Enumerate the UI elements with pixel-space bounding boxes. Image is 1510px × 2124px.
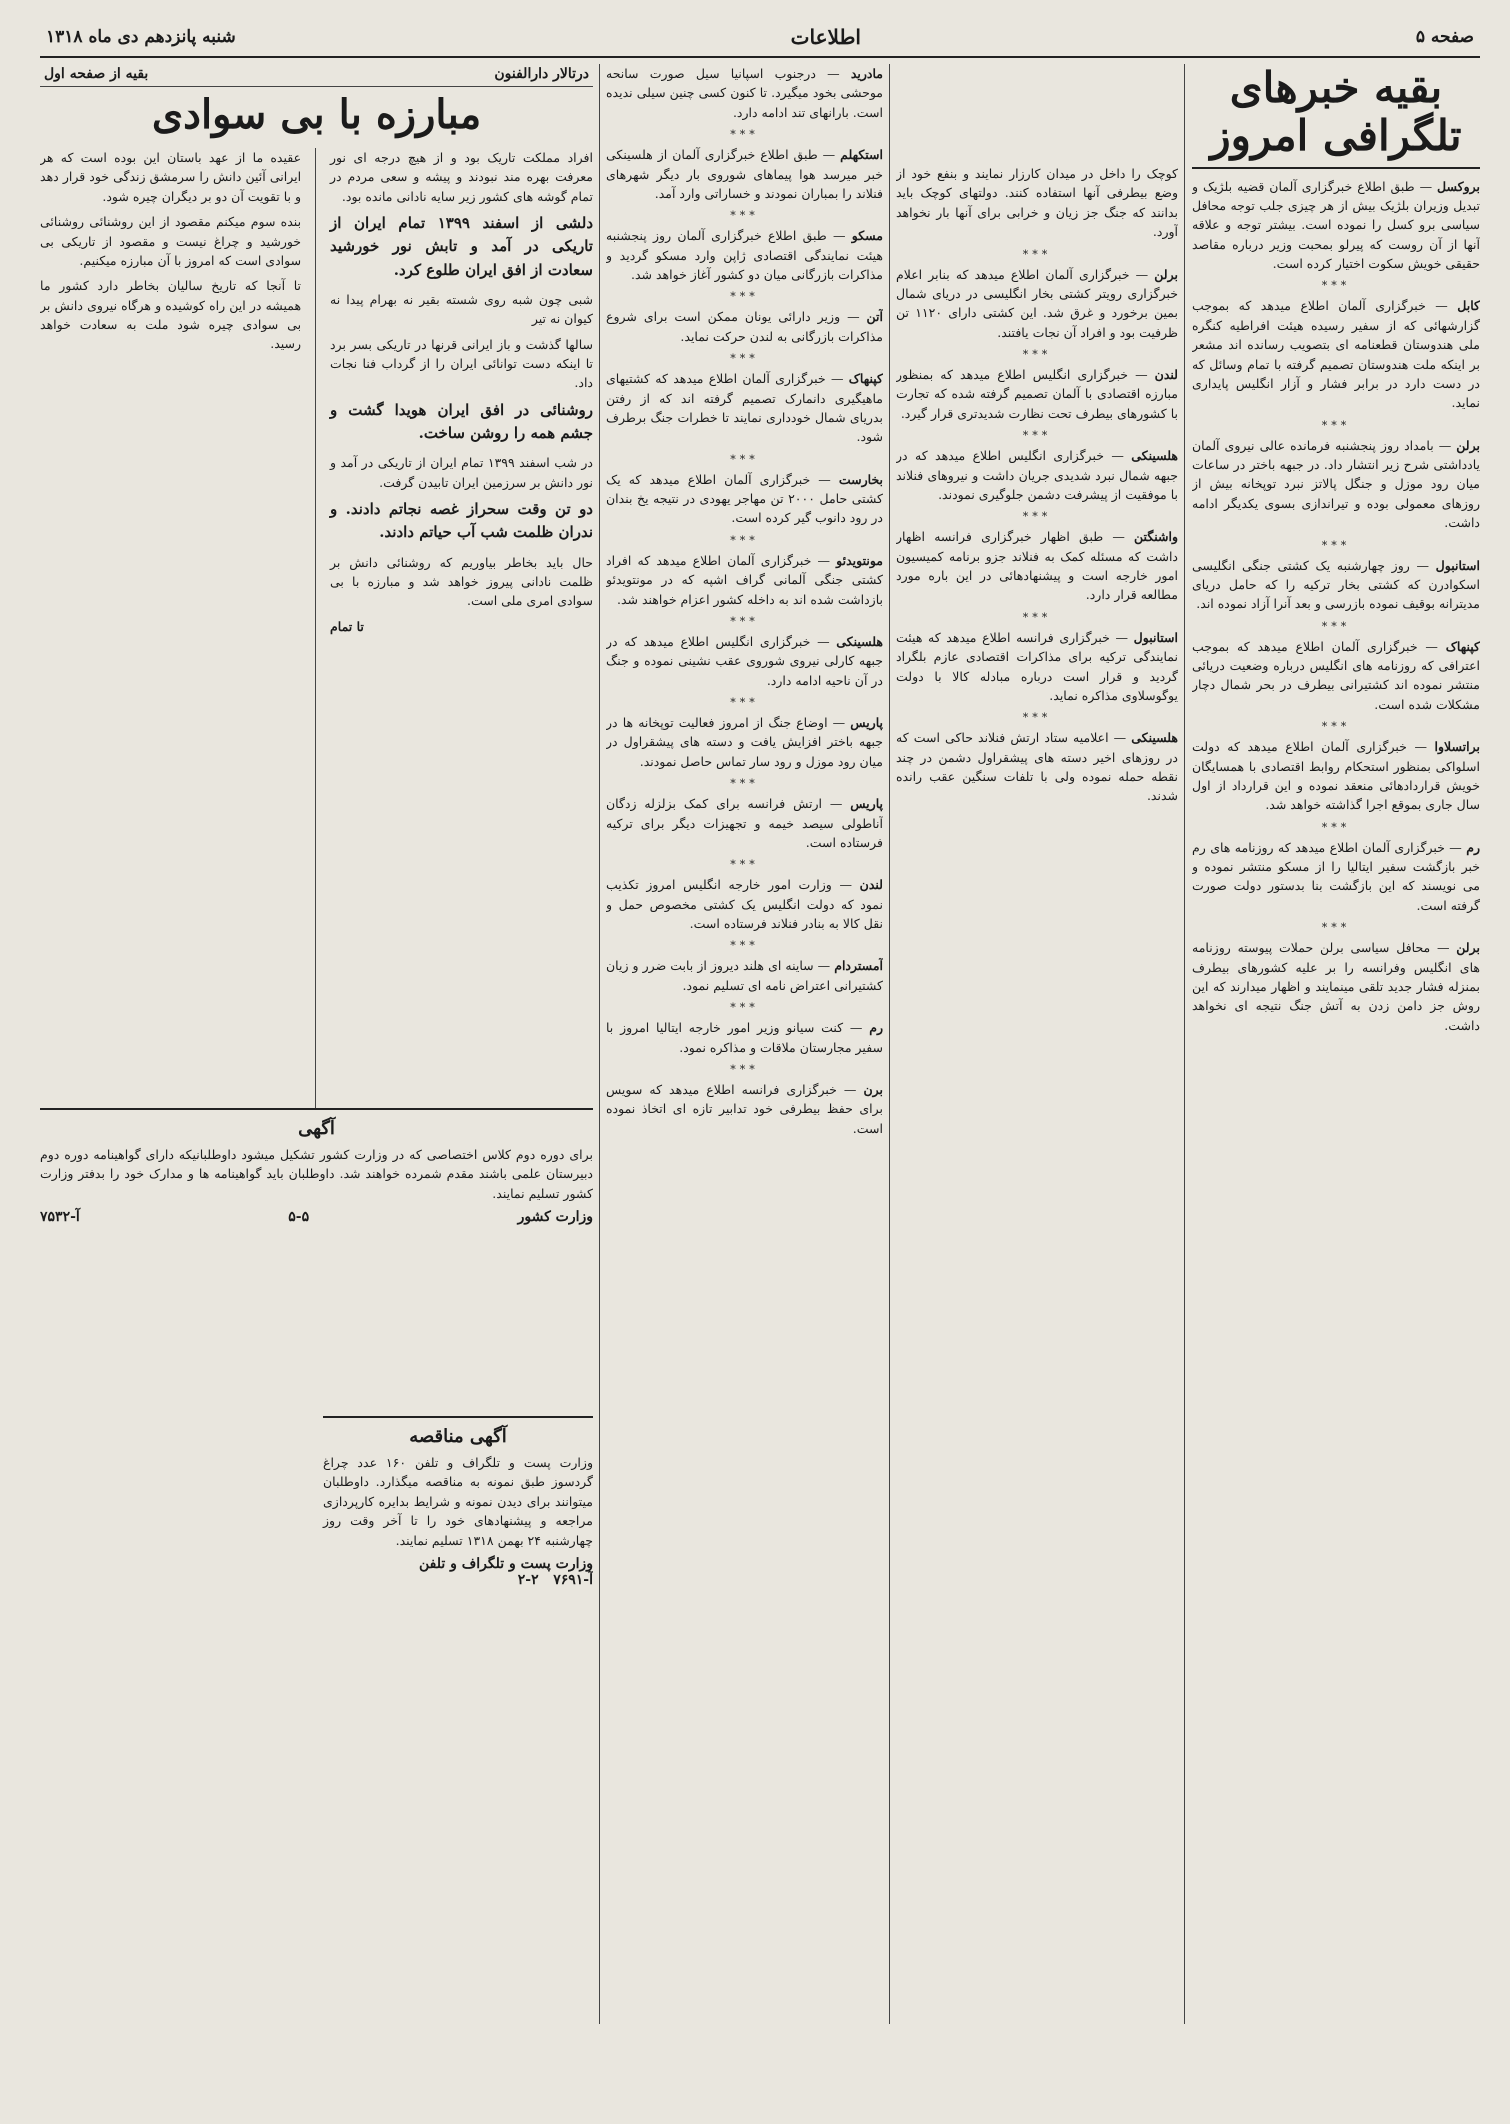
tender-ref: آ-۷۶۹۱ ۲-۲ xyxy=(517,1571,593,1588)
poem-verse: دو تن وقت سحراز غصه نجاتم دادند. و ندران ظلمت شب آب حیاتم دادند. xyxy=(330,500,593,542)
article-paragraph: شبی چون شبه روی شسته بقیر نه بهرام پیدا نه کیوان نه تیر xyxy=(330,291,593,327)
separator: *** xyxy=(1321,279,1351,293)
separator: *** xyxy=(1022,348,1052,361)
notice-issuer: وزارت کشور xyxy=(517,1209,593,1226)
paper-name: اطلاعات xyxy=(790,25,861,49)
news-item: مادرید — درجنوب اسپانیا سیل صورت سانحه موحشی بخود میگیرد. تا کنون کسی چنین سیلی ندیده است. بارانهای تند ادامه دارد. xyxy=(606,66,883,120)
news-item: لندن — وزارت امور خارجه انگلیس امروز تکذیب نمود که دولت انگلیس یک کشتی مخصوص حمل و نقل کالا به بنادر فنلاند فرستاده است. xyxy=(606,877,883,931)
news-item: برلن — بامداد روز پنجشنبه فرمانده عالی نیروی آلمان یادداشتی شرح زیر انتشار داد. در جبهه باختر در ساعات میان رود موزل و جنگل پالاتز نبرد توپخانه بیش از روزهای معمولی بوده و تیراندازی بسوی یکدیگر ادامه داشت. xyxy=(1192,437,1480,531)
issue-date: شنبه پانزدهم دی ماه ۱۳۱۸ xyxy=(46,27,236,47)
separator: *** xyxy=(730,939,759,953)
news-item: برلن — خبرگزاری آلمان اطلاع میدهد که بنابر اعلام خبرگزاری رویتر کشتی بخار انگلیسی در دریای شمال بمین برخورد و غرق شد. این کشتی دارای ۱۱۲۰ تن ظرفیت بود و افراد آن نجات یافتند. xyxy=(896,266,1178,340)
separator: *** xyxy=(730,777,759,791)
article-paragraph: در شب اسفند ۱۳۹۹ تمام ایران از تاریکی در آمد و نور دانش بر سرزمین ایران تابیدن گرفت. xyxy=(330,455,593,490)
news-item: بروکسل — طبق اطلاع خبرگزاری آلمان قضیه بلژیک و تبدیل وزیران بلژیک بیش از هر چیزی جلب توجه محافل سیاسی برو کسل را نموده است. بیشتر توجه و علاقه آنها از آن روست که پیرلو بمحبت وزیر درباره مقاصد حقیقی خویش سکوت اختیار کرده است. xyxy=(1192,178,1480,272)
tender-title: آگهی مناقصه xyxy=(409,1426,507,1447)
newspaper-page xyxy=(40,18,1480,2028)
column-article-literacy xyxy=(40,64,593,2024)
news-item: استانبول — خبرگزاری فرانسه اطلاع میدهد که هیئت نمایندگی ترکیه برای مذاکرات اقتصادی عازم بلگراد گردید و قرار است درباره مبادله کالا با دولت یوگوسلاوی مذاکره نماید. xyxy=(896,629,1178,703)
article-body xyxy=(40,148,593,1108)
column-news-3 xyxy=(606,64,883,2024)
article-highlight: روشنائی در افق ایران هویدا گشت و جشم همه را روشن ساخت. xyxy=(330,400,593,442)
news-item: هلسینکی — خبرگزاری انگلیس اطلاع میدهد که در جبهه کارلی نیروی شوروی عقب نشینی نموده و جنگ در آن ناحیه ادامه دارد. xyxy=(606,633,883,688)
notice-title: آگهی xyxy=(298,1118,335,1139)
notice-ref: آ-۷۵۳۲ xyxy=(40,1209,80,1226)
news-item: آمستردام — ساینه ای هلند دیروز از بابت ضرر و زیان کشتیرانی اعتراض نامه ای تسلیم نمود. xyxy=(606,958,883,993)
article-subcolumn-left xyxy=(40,148,301,1108)
section-banner: بقیه خبرهای تلگرافی امروز xyxy=(1192,64,1480,169)
column-news-2 xyxy=(896,64,1178,2124)
article-end: تا تمام xyxy=(330,618,364,634)
article-title: مبارزه با بی سوادی xyxy=(151,91,482,138)
separator: *** xyxy=(730,352,759,366)
news-item: بخارست — خبرگزاری آلمان اطلاع میدهد که یک کشتی حامل ۲۰۰۰ تن مهاجر یهودی در نتیجه یخ بندان در رود دانوب گیر کرده است. xyxy=(606,471,883,526)
news-item: واشنگتن — طبق اظهار خبرگزاری فرانسه اظهار داشت که مسئله کمک به فنلاند جزو برنامه کمیسیون امور خارجه است و پیشنهادهائی در این باره مورد مطالعه قرار دارد. xyxy=(896,529,1178,603)
separator: *** xyxy=(1321,538,1351,552)
news-item: استانبول — روز چهارشنبه یک کشتی جنگی انگلیسی اسکوادرن که کشتی بخار ترکیه را که حامل دریای مدیترانه بوقیف نموده بازرسی و بعد آنرا آزاد نموده اند. xyxy=(1192,557,1480,612)
news-item: استکهلم — طبق اطلاع خبرگزاری آلمان از هلسینکی خبر میرسد هوا پیماهای شوروی بار دیگر شهرهای فنلاند را بمباران نمودند و خساراتی وارد آمد. xyxy=(606,147,883,201)
news-item: رم — خبرگزاری آلمان اطلاع میدهد که روزنامه های رم خبر بازگشت سفیر ایتالیا را از مسکو منتشر نموده و می نویسند که این بازگشت بنا بدستور دولت صورت گرفته است. xyxy=(1192,839,1480,913)
separator: *** xyxy=(730,614,759,628)
article-highlight: دلشی از اسفند ۱۳۹۹ تمام ایران از تاریکی در آمد و تابش نور خورشید سعادت از افق ایران طلوع کرد. xyxy=(330,214,593,279)
separator: *** xyxy=(730,452,759,466)
notice-body: برای دوره دوم کلاس اختصاصی که در وزارت کشور تشکیل میشود داوطلبانیکه دارای گواهینامه دوره دوم دبیرستان علمی باشند مقدم شمرده خواهند شد. داوطلبان باید گواهینامه ها و مدارک خود را بدفتر وزارت کشور تسلیم نمایند. xyxy=(40,1147,593,1201)
column-rule xyxy=(1184,64,1185,2024)
news-item: کپنهاک — خبرگزاری آلمان اطلاع میدهد که کشتیهای ماهیگیری دانمارک تصمیم گرفته اند که از رفتن بدریای شمال خودداری نمایند تا خطرات جنگ برطرف شود. xyxy=(606,371,883,445)
column-telegraph-news xyxy=(1192,64,1480,2024)
column-rule xyxy=(599,64,600,2024)
news-item: برن — خبرگزاری فرانسه اطلاع میدهد که سویس برای حفظ بیطرفی خود تدابیر تازه ای اتخاذ نموده است. xyxy=(606,1081,883,1136)
separator: *** xyxy=(730,533,759,547)
news-item: کپنهاک — خبرگزاری آلمان اطلاع میدهد که بموجب اعترافی که روزنامه های انگلیس درباره وضعیت دریائی منتشر نموده اند کشتیرانی بیطرف در بحر شمال دچار مشکلات شده است. xyxy=(1192,638,1480,712)
article-header-bar xyxy=(40,64,593,87)
news-item: رم — کنت سیانو وزیر امور خارجه ایتالیا امروز با سفیر مجارستان ملاقات و مذاکره نمود. xyxy=(606,1020,883,1055)
tender-body: وزارت پست و تلگراف و تلفن ۱۶۰ عدد چراغ گردسوز طبق نمونه به مناقصه میگذارد. داوطلبان میتوانند برای دیدن نمونه و شرایط بدایره کارپردازی مراجعه و پیشنهادهای خود را تا آخر وقت روز چهارشنبه ۲۴ بهمن ۱۳۱۸ تسلیم نمایند. xyxy=(323,1455,593,1548)
separator: *** xyxy=(1321,820,1351,834)
venue-label: درتالار دارالفنون xyxy=(494,66,589,82)
news-item: آتن — وزیر دارائی یونان ممکن است برای شروع مذاکرات بازرگانی به لندن حرکت نماید. xyxy=(606,309,883,344)
notice-interior-ministry xyxy=(40,1108,593,1416)
separator: *** xyxy=(1022,510,1052,524)
separator: *** xyxy=(730,209,759,223)
separator: *** xyxy=(1321,418,1351,432)
article-paragraph: تا آنجا که تاریخ سالیان بخاطر دارد کشور ما همیشه در این راه کوشیده و هرگاه نیروی دانش بر بی سوادی چیره شود ملت به سعادت خواهد رسید. xyxy=(40,278,302,352)
separator: *** xyxy=(730,128,759,142)
news-item: مسکو — طبق اطلاع خبرگزاری آلمان روز پنجشنبه هیئت نمایندگی اقتصادی ژاپن وارد مسکو گردید و مذاکرات بازرگانی میان دو کشور آغاز خواهد شد. xyxy=(606,228,883,282)
notice-number: ۵-۵ xyxy=(288,1209,310,1226)
separator: *** xyxy=(1022,429,1052,443)
separator: *** xyxy=(1022,247,1052,261)
column-rule xyxy=(889,64,890,2024)
separator: *** xyxy=(1321,921,1351,935)
news-item: براتسلاوا — خبرگزاری آلمان اطلاع میدهد که دولت اسلواکی بمنظور استحکام روابط اقتصادی با همسایگان خویش قراردادهائی منعقد نموده و این قرارداد از اول سال جاری بموقع اجرا گذاشته خواهد شد. xyxy=(1192,739,1480,813)
separator: *** xyxy=(1022,610,1052,624)
separator: *** xyxy=(1022,711,1052,725)
news-item: هلسینکی — خبرگزاری انگلیس اطلاع میدهد که در جبهه شمال نبرد شدیدی جریان داشت و نیروهای فنلاند با موفقیت از پیشرفت دشمن جلوگیری نمودند. xyxy=(896,448,1178,502)
notice-footer xyxy=(40,1209,593,1225)
news-item: لندن — خبرگزاری انگلیس اطلاع میدهد که بمنظور مبارزه اقتصادی با آلمان تصمیم گرفته شده که تجارت با کشورهای بیطرف تحت نظارت شدیدتری قرار گیرد. xyxy=(896,367,1178,421)
tender-issuer: وزارت پست و تلگراف و تلفن xyxy=(418,1555,593,1572)
news-item: مونتویدئو — خبرگزاری آلمان اطلاع میدهد که افراد کشتی جنگی آلمانی گراف اشپه که در مونتویدئو بازداشت شده اند به داخله کشور اعزام خواهند شد. xyxy=(606,552,883,607)
separator: *** xyxy=(730,1001,759,1015)
column-rule xyxy=(315,148,316,1108)
news-item: پاریس — ارتش فرانسه برای کمک بزلزله زدگان آناطولی سیصد خیمه و تجهیزات دیگر برای ترکیه فرستاده است. xyxy=(606,796,883,850)
news-item: پاریس — اوضاع جنگ از امروز فعالیت توپخانه ها در جبهه باختر افزایش یافت و دسته های پیشقراول در میان رود موزل و رود سار تماس حاصل نمودند. xyxy=(606,715,883,769)
article-paragraph: سالها گذشت و باز ایرانی قرنها در تاریکی بسر برد تا اینکه دست توانائی ایران را از گرداب فنا نجات داد. xyxy=(330,336,593,391)
article-paragraph: حال باید بخاطر بیاوریم که روشنائی دانش بر ظلمت نادانی پیروز خواهد شد و مبارزه با بی سوادی امری ملی است. xyxy=(330,554,593,609)
article-paragraph: افراد مملکت تاریک بود و از هیچ درجه ای نور معرفت بهره مند نبودند و پیشه و سعی مردم در تمام گوشه های کشور زیر سایه نادانی مانده بود. xyxy=(330,150,593,204)
separator: *** xyxy=(730,1062,759,1076)
separator: *** xyxy=(730,290,759,304)
news-list xyxy=(1192,177,1480,1036)
tender-footer xyxy=(323,1556,593,1588)
news-item: هلسینکی — اعلامیه ستاد ارتش فنلاند حاکی است که در روزهای اخیر دسته های پیشقراول دشمن در چند نقطه حمله نموده ولی با تلفات سنگین عقب رانده شدند. xyxy=(896,730,1178,804)
article-paragraph: عقیده ما از عهد باستان این بوده است که هر ایرانی آئین دانش را سرمشق زندگی خود قرار دهد و با تقویت آن دو بر دیگران چیره شود. xyxy=(40,150,302,204)
article-paragraph: بنده سوم میکنم مقصود از این روشنائی روشنائی خورشید و چراغ نیست و مقصود از تاریکی بی سوادی است که امروز با آن مبارزه میکنیم. xyxy=(40,214,302,268)
news-item: کابل — خبرگزاری آلمان اطلاع میدهد که بموجب گزارشهائی که از سفیر رسیده هیئت افراطیه کنگره ملی هندوستان قطعنامه ای بتصویب رسانده اند مشعر بر اینکه ملت هندوستان تصمیم گرفته با تمام وسائل که در دست دارد در برابر فشار و آزار انگلیس پایداری نماید. xyxy=(1192,298,1480,411)
page-number: صفحه ۵ xyxy=(1415,27,1474,47)
separator: *** xyxy=(1321,720,1351,734)
article-subcolumn-right xyxy=(330,148,593,1108)
separator: *** xyxy=(1321,619,1351,633)
separator: *** xyxy=(730,858,759,872)
continued-label: بقیه از صفحه اول xyxy=(44,66,149,82)
notice-tender xyxy=(323,1416,593,1588)
news-item: برلن — محافل سیاسی برلن حملات پیوسته روزنامه های انگلیس وفرانسه را بر علیه کشورهای بیطرف بمنزله فشار جدید تلقی مینمایند و اظهار میدارند که این روش جز دامن زدن به آتش جنگ نتیجه ای نخواهد داشت. xyxy=(1192,940,1480,1033)
news-item: کوچک را داخل در میدان کارزار نمایند و بنفع خود از وضع بیطرفی آنها استفاده کنند. دولتهای کوچک باید بدانند که جنگ جز زیان و خرابی برای آنها بار نخواهد آورد. xyxy=(896,166,1178,240)
masthead xyxy=(40,18,1480,58)
separator: *** xyxy=(730,696,759,709)
